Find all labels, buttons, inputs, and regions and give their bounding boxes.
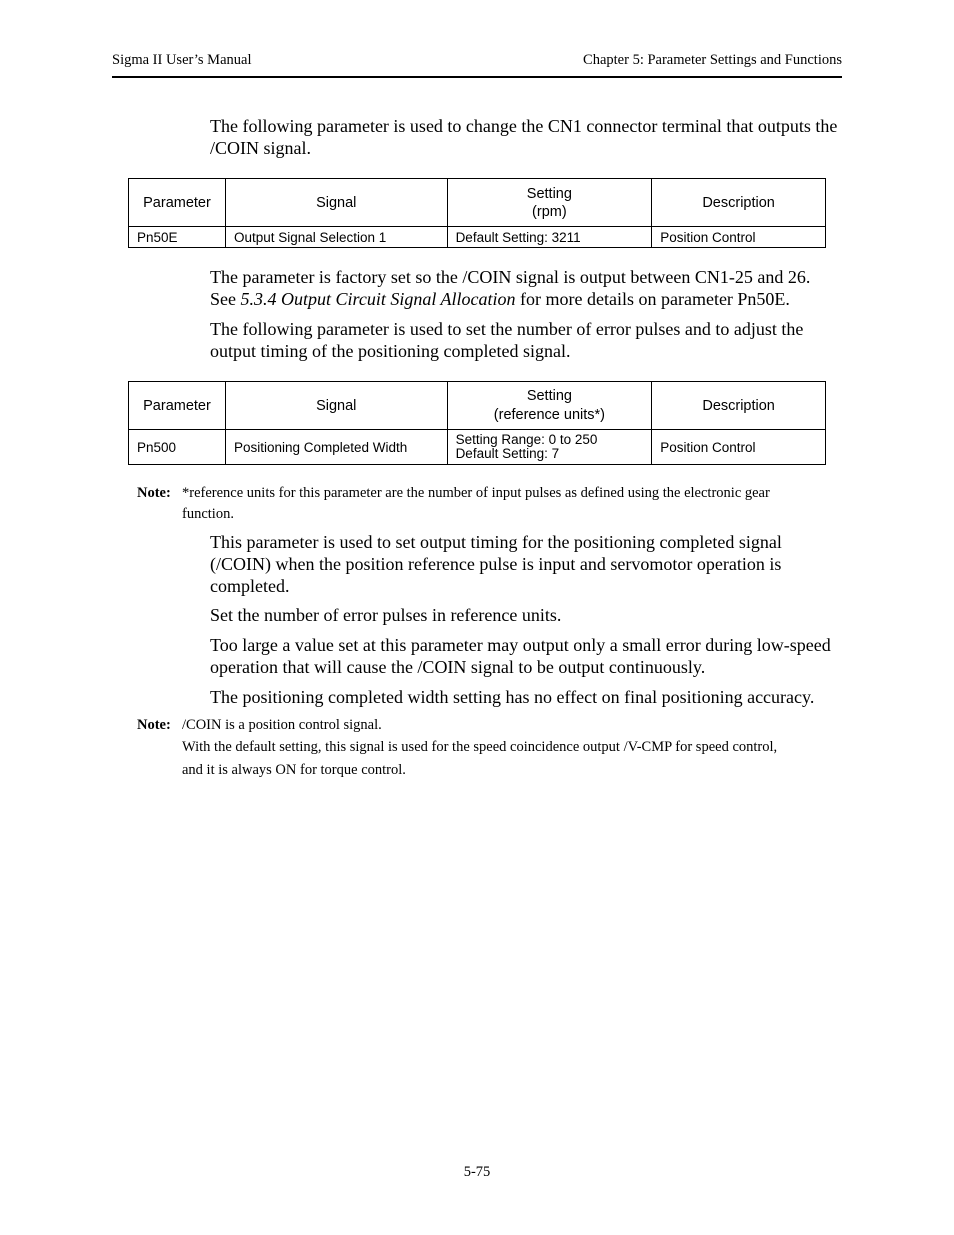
factory-setting-paragraph	[210, 266, 840, 310]
cell-description: Position Control	[652, 430, 826, 465]
output-timing-paragraph: This parameter is used to set output timing for the positioning completed signal (/COIN) when the position reference pulse is input and servomotor operation is completed.	[210, 532, 782, 596]
cell-signal: Output Signal Selection 1	[225, 227, 447, 248]
parameter-table-pn50e	[128, 178, 826, 248]
header-setting-unit: (rpm)	[532, 203, 567, 220]
cell-parameter: Pn50E	[129, 227, 226, 248]
error-pulses-paragraph: The following parameter is used to set the number of error pulses and to adjust the output timing of the positioning completed signal.	[210, 319, 804, 361]
setting-range: Setting Range: 0 to 250	[455, 432, 598, 447]
table-header-row	[129, 382, 826, 430]
page-header	[112, 52, 842, 78]
cell-setting	[447, 430, 652, 465]
large-value-warning-paragraph: Too large a value set at this parameter may output only a small error during low-speed operation that will cause the /COIN signal to be output continuously.	[210, 635, 831, 677]
table-header-row	[129, 179, 826, 227]
factory-setting-line: The parameter is factory set so the /COIN signal is output between CN1-25 and 26.	[210, 267, 811, 287]
header-signal: Signal	[225, 382, 447, 430]
note-line-1: /COIN is a position control signal.	[182, 717, 382, 733]
header-description: Description	[652, 179, 826, 227]
cell-setting: Default Setting: 3211	[447, 227, 652, 248]
note-label: Note:	[137, 717, 171, 733]
parameter-table-pn500	[128, 381, 826, 465]
chapter-title: Chapter 5: Parameter Settings and Functions	[583, 52, 842, 68]
section-reference: 5.3.4 Output Circuit Signal Allocation	[240, 289, 516, 309]
header-description: Description	[652, 382, 826, 430]
page-number: 5-75	[463, 1164, 491, 1180]
note-text: *reference units for this parameter are the number of input pulses as defined using the electronic gear function.	[182, 485, 770, 522]
note-text	[182, 715, 822, 782]
header-setting-label: Setting	[526, 185, 572, 202]
cell-description: Position Control	[652, 227, 826, 248]
header-setting	[447, 179, 652, 227]
error-pulses-units-paragraph: Set the number of error pulses in reference units.	[210, 605, 562, 625]
cell-signal: Positioning Completed Width	[225, 430, 447, 465]
accuracy-paragraph: The positioning completed width setting has no effect on final positioning accuracy.	[210, 687, 815, 707]
header-parameter: Parameter	[129, 382, 226, 430]
note-label: Note:	[137, 485, 171, 501]
header-setting	[447, 382, 652, 430]
header-parameter: Parameter	[129, 179, 226, 227]
intro-paragraph: The following parameter is used to change the CN1 connector terminal that outputs the /COIN signal.	[210, 116, 838, 158]
table-row	[129, 227, 826, 248]
cell-parameter: Pn500	[129, 430, 226, 465]
see-text: See	[210, 289, 236, 309]
see-rest: for more details on parameter Pn50E.	[520, 289, 790, 309]
table-row	[129, 430, 826, 465]
header-signal: Signal	[225, 179, 447, 227]
header-setting-unit: (reference units*)	[493, 406, 605, 423]
manual-title: Sigma II User’s Manual	[112, 52, 252, 68]
note-line-2: With the default setting, this signal is used for the speed coincidence output /V-CMP for speed control, and it is always ON for torque control.	[182, 739, 778, 778]
default-setting: Default Setting: 7	[455, 446, 560, 461]
header-setting-label: Setting	[526, 387, 572, 404]
